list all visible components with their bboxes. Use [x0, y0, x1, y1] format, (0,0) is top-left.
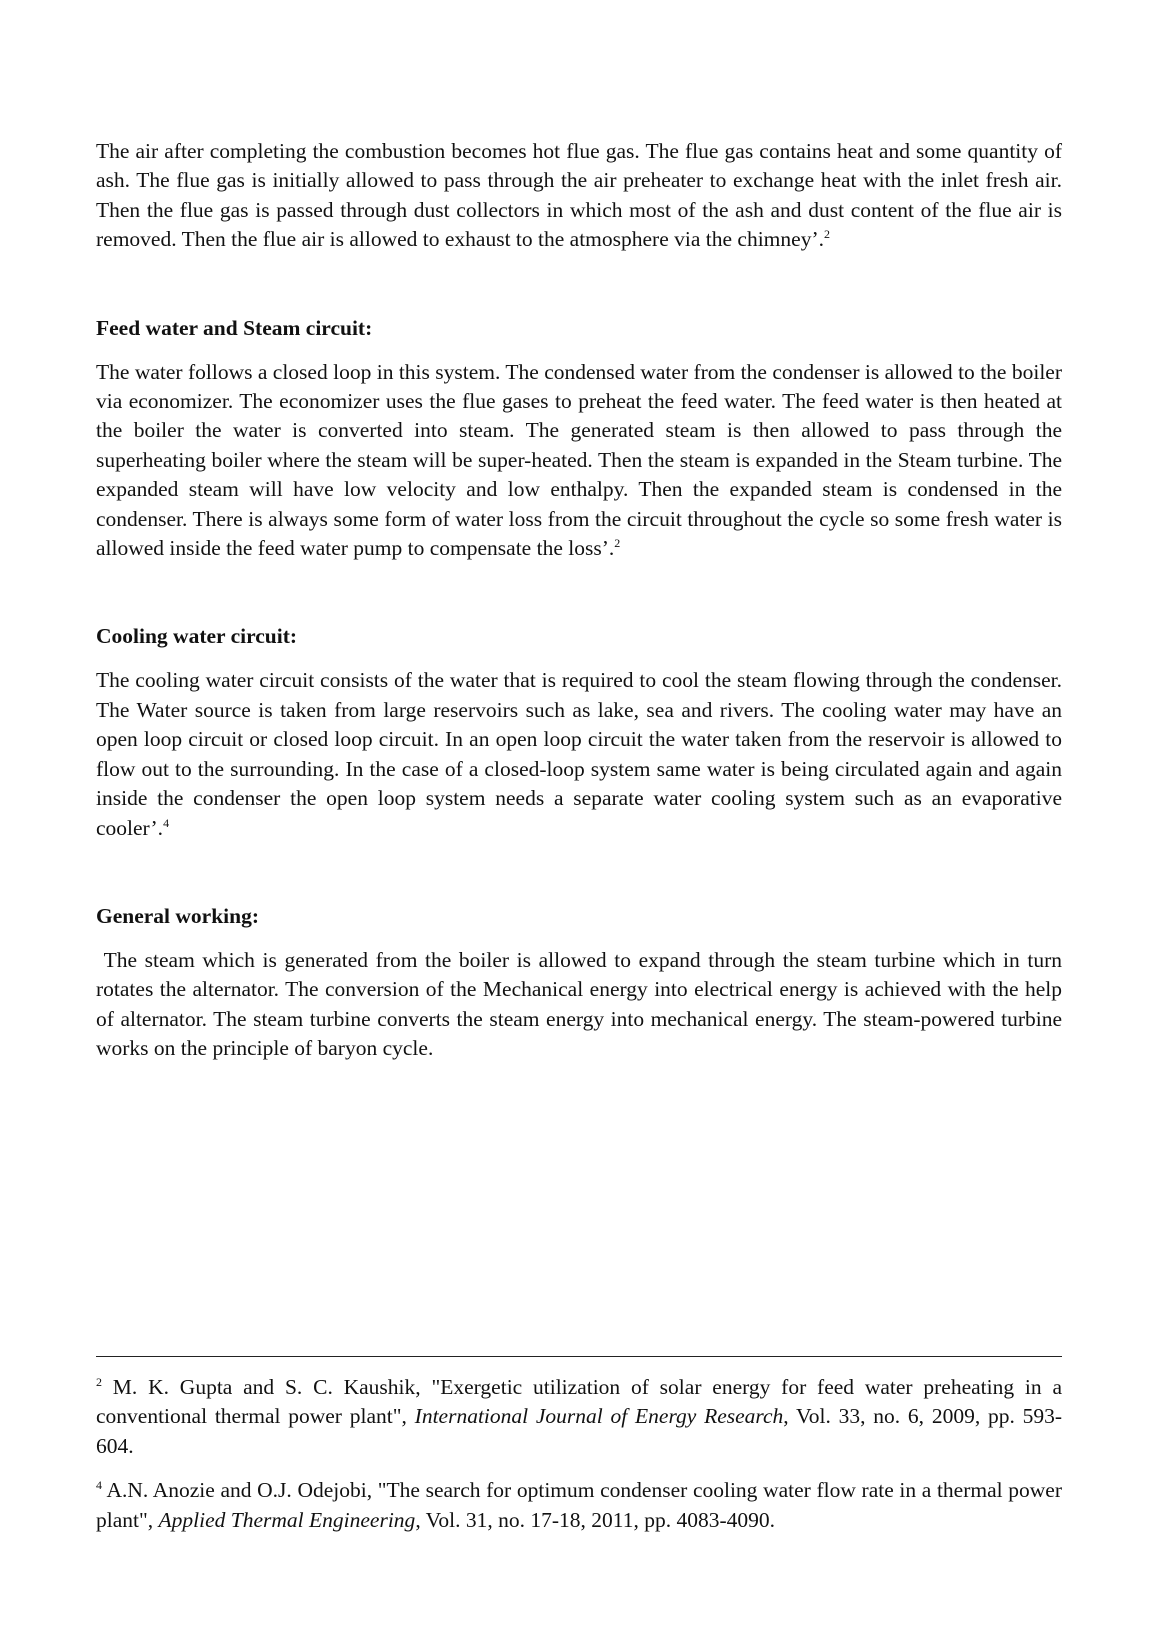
- heading-feed-water-steam-circuit: Feed water and Steam circuit:: [96, 315, 373, 340]
- paragraph-cooling-water: The cooling water circuit consists of the water that is required to cool the steam flowing through the condenser. The Water source is taken from large reservoirs such as lake, sea and rivers. The cooling water may have an open loop circuit or closed loop circuit. In an open loop circuit the water taken from the reservoir is allowed to flow out to the surrounding. In the case of a closed-loop system same water is being circulated again and again inside the condenser the open loop system needs a separate water cooling system such as an evaporative cooler’.$^4$: [96, 668, 1062, 840]
- footnote-ref[interactable]: 4: [163, 815, 170, 830]
- footnote-ref[interactable]: 2: [614, 535, 621, 550]
- footnote-separator: [96, 1356, 1062, 1357]
- journal-title: International Journal of Energy Research: [414, 1404, 784, 1429]
- footnote-ref[interactable]: 2: [824, 227, 830, 242]
- paragraph-feed-water: The water follows a closed loop in this system. The condensed water from the condenser is allowed to the boiler via economizer. The economizer uses the flue gases to preheat the feed water. The feed water is then heated at the boiler the water is converted into steam. The generated steam is then allowed to pass through the superheating boiler where the steam will be super-heated. Then the steam is expanded in the Steam turbine. The expanded steam will have low velocity and low enthalpy. Then the expanded steam is condensed in the condenser. There is always some form of water loss from the circuit throughout the cycle so some fresh water is allowed inside the feed water pump to compensate the loss’.$^2$: [96, 359, 1062, 561]
- footnote-2: $^2$ M. K. Gupta and S. C. Kaushik, "Exergetic utilization of solar energy for feed water preheating in a conventional thermal power plant", International Journal of Energy Research, Vol. 33, no. 6, 2009, pp. 593-604.: [96, 1374, 1063, 1458]
- paragraph-general-working: The steam which is generated from the boiler is allowed to expand through the steam turbine which in turn rotates the alternator. The conversion of the Mechanical energy into electrical energy is achieved with the help of alternator. The steam turbine converts the steam energy into mechanical energy. The steam-powered turbine works on the principle of baryon cycle.: [96, 947, 1068, 1061]
- heading-general-working: General working:: [96, 903, 260, 928]
- footnote-mark: 4: [96, 1478, 102, 1493]
- footnote-4: $^4$ A.N. Anozie and O.J. Odejobi, "The search for optimum condenser cooling water flow rate in a thermal power plant", Applied Thermal Engineering, Vol. 31, no. 17-18, 2011, pp. 4083-4090.: [96, 1478, 1062, 1532]
- footnotes-section: [96, 1356, 1062, 1550]
- footnote-mark: 2: [96, 1374, 102, 1389]
- journal-title: Applied Thermal Engineering: [158, 1507, 416, 1532]
- heading-cooling-water-circuit: Cooling water circuit:: [96, 624, 298, 649]
- document-body: [96, 137, 1068, 1064]
- paragraph-flue-gas: The air after completing the combustion becomes hot flue gas. The flue gas contains heat and some quantity of ash. The flue gas is initially allowed to pass through the air preheater to exchange heat with the inlet fresh air. Then the flue gas is passed through dust collectors in which most of the ash and dust content of the flue air is removed. Then the flue air is allowed to exhaust to the atmosphere via the chimney’.$^2$: [96, 139, 1062, 252]
